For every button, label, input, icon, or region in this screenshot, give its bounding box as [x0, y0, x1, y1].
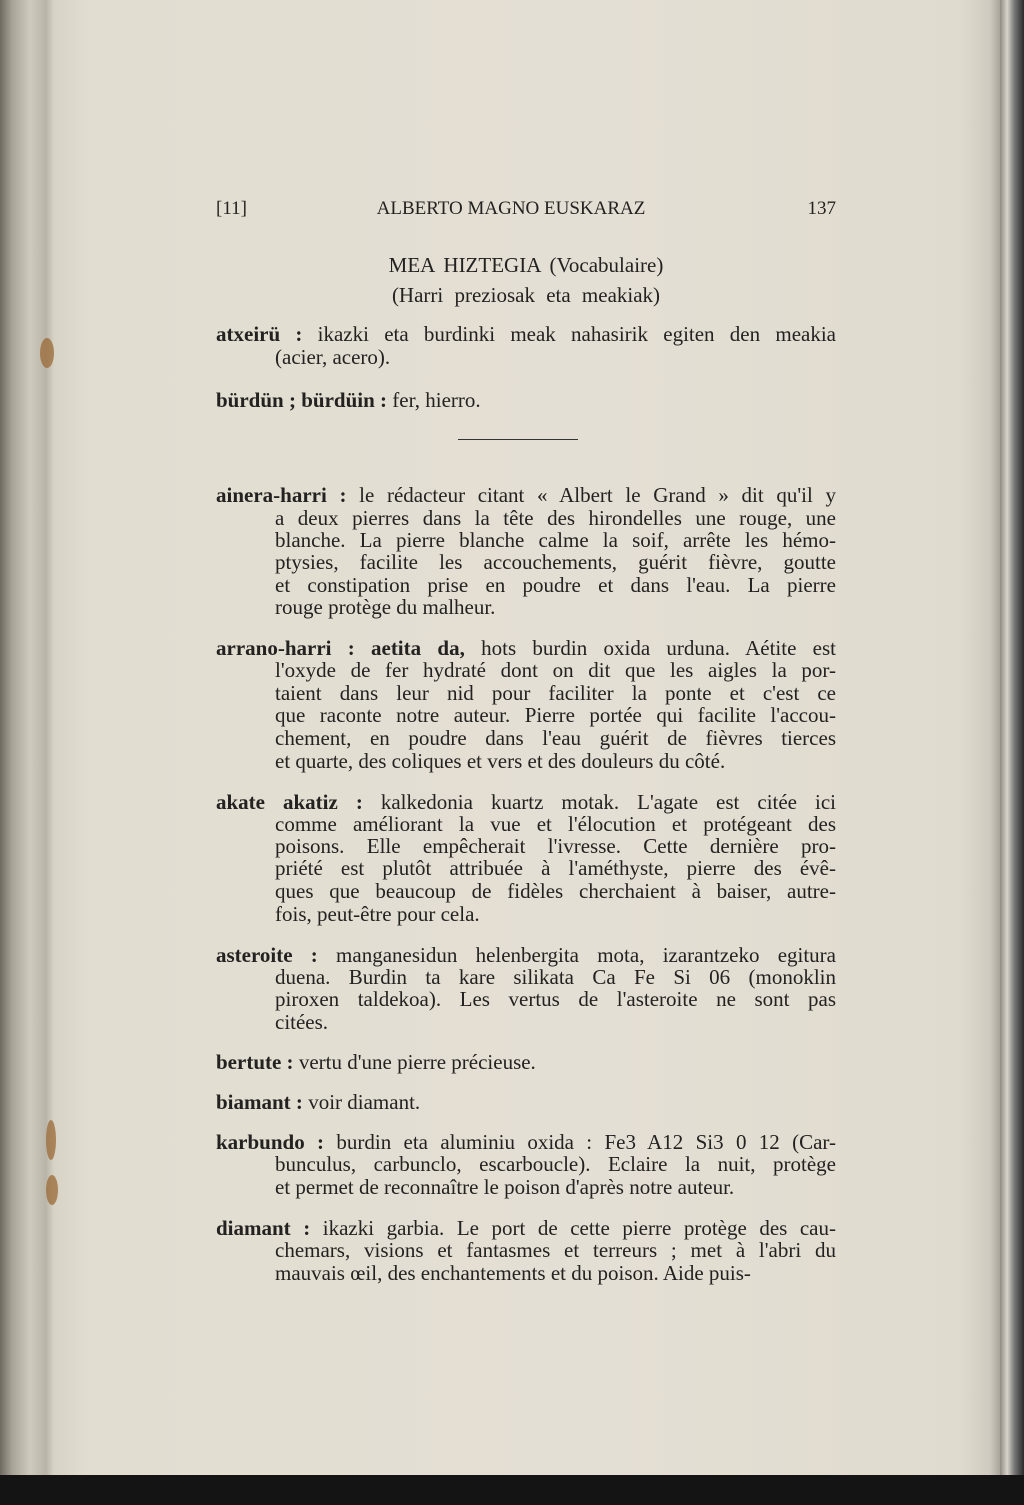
entry-headword: diamant :: [216, 1216, 311, 1240]
page-title: MEA HIZTEGIA (Vocabulaire): [388, 253, 664, 277]
page-stain: [46, 1175, 58, 1205]
page-edge: [1000, 0, 1024, 1475]
section-number: [11]: [216, 198, 247, 219]
entry-line: que raconte notre auteur. Pierre portée qui facilite l'accou-: [275, 703, 836, 727]
entry-line: (acier, acero).: [275, 345, 391, 369]
entry-line: blanche. La pierre blanche calme la soif, arrête les hémo-: [275, 528, 836, 552]
entry-text: ikazki garbia. Le port de cette pierre protège des cau-: [322, 1216, 836, 1240]
entry-first-line: [216, 636, 836, 660]
page-subtitle: (Harri preziosak eta meakiak): [391, 283, 661, 307]
entry-line: chemars, visions et fantasmes et terreurs ; met à l'abri du: [275, 1238, 836, 1262]
entry-headword: arrano-harri : aetita da,: [216, 636, 465, 660]
entry-line: et permet de reconnaître le poison d'après notre auteur.: [275, 1175, 735, 1199]
entry-text: ikazki eta burdinki meak nahasirik egiten den meakia: [317, 322, 836, 346]
entry-first-line: [216, 483, 836, 507]
page-stain: [40, 338, 54, 368]
entry-line: ques que beaucoup de fidèles cherchaient à baiser, autre-: [275, 879, 836, 903]
entry-line: poisons. Elle empêcherait l'ivresse. Cette dernière pro-: [275, 834, 836, 858]
entry-headword: akate akatiz :: [216, 790, 363, 814]
entry-headword: asteroite :: [216, 943, 318, 967]
scan-border: [0, 1475, 1024, 1505]
entry-line: taient dans leur nid pour faciliter la ponte et c'est ce: [275, 681, 836, 705]
entry-line: chement, en poudre dans l'eau guérit de fièvres tierces: [275, 726, 836, 750]
entry-first-line: [216, 943, 836, 967]
entry-headword: ainera-harri :: [216, 483, 347, 507]
entry-text: burdin eta aluminiu oxida : Fe3 A12 Si3 0 12 (Car-: [336, 1130, 837, 1154]
entry-line: et quarte, des coliques et vers et des douleurs du côté.: [275, 749, 726, 773]
entry-first-line: [216, 388, 836, 412]
page-stain: [46, 1120, 56, 1160]
entry-line: a deux pierres dans la tête des hirondelles une rouge, une: [275, 506, 836, 530]
entry-line: fois, peut-être pour cela.: [275, 902, 480, 926]
entry-line: comme améliorant la vue et l'élocution et protégeant des: [275, 812, 836, 836]
entry-headword: karbundo :: [216, 1130, 325, 1154]
entry-text: voir diamant.: [308, 1090, 421, 1114]
entry-text: fer, hierro.: [392, 388, 481, 412]
entry-line: priété est plutôt attribuée à l'améthyste, pierre des évê-: [275, 856, 836, 880]
entry-first-line: [216, 1216, 836, 1240]
entry-line: mauvais œil, des enchantements et du poison. Aide puis-: [275, 1261, 751, 1285]
entry-line: citées.: [275, 1010, 329, 1034]
running-title: ALBERTO MAGNO EUSKARAZ: [376, 198, 646, 219]
entry-text: hots burdin oxida urduna. Aétite est: [481, 636, 836, 660]
entry-text: vertu d'une pierre précieuse.: [298, 1050, 536, 1074]
entry-line: l'oxyde de fer hydraté dont on dit que les aigles la por-: [275, 658, 836, 682]
entry-line: piroxen taldekoa). Les vertus de l'asteroite ne sont pas: [275, 987, 836, 1011]
entry-first-line: [216, 790, 836, 814]
entry-headword: bürdün ; bürdüin :: [216, 388, 388, 412]
section-divider: [458, 439, 578, 440]
entry-line: bunculus, carbunclo, escarboucle). Eclaire la nuit, protège: [275, 1152, 836, 1176]
entry-headword: atxeirü :: [216, 322, 303, 346]
entry-headword: bertute :: [216, 1050, 294, 1074]
entry-line: duena. Burdin ta kare silikata Ca Fe Si 06 (monoklin: [275, 965, 836, 989]
entry-line: rouge protège du malheur.: [275, 595, 496, 619]
entry-line: et constipation prise en poudre et dans l'eau. La pierre: [275, 573, 836, 597]
entry-line: ptysies, facilite les accouchements, guérit fièvre, goutte: [275, 550, 836, 574]
entry-text: le rédacteur citant « Albert le Grand » dit qu'il y: [359, 483, 836, 507]
entry-first-line: [216, 1050, 836, 1074]
entry-first-line: [216, 1090, 836, 1114]
page-number: 137: [807, 198, 836, 219]
entry-first-line: [216, 1130, 836, 1154]
entry-first-line: [216, 322, 836, 346]
entry-headword: biamant :: [216, 1090, 303, 1114]
entry-text: kalkedonia kuartz motak. L'agate est citée ici: [380, 790, 836, 814]
entry-text: manganesidun helenbergita mota, izarantzeko egitura: [336, 943, 836, 967]
